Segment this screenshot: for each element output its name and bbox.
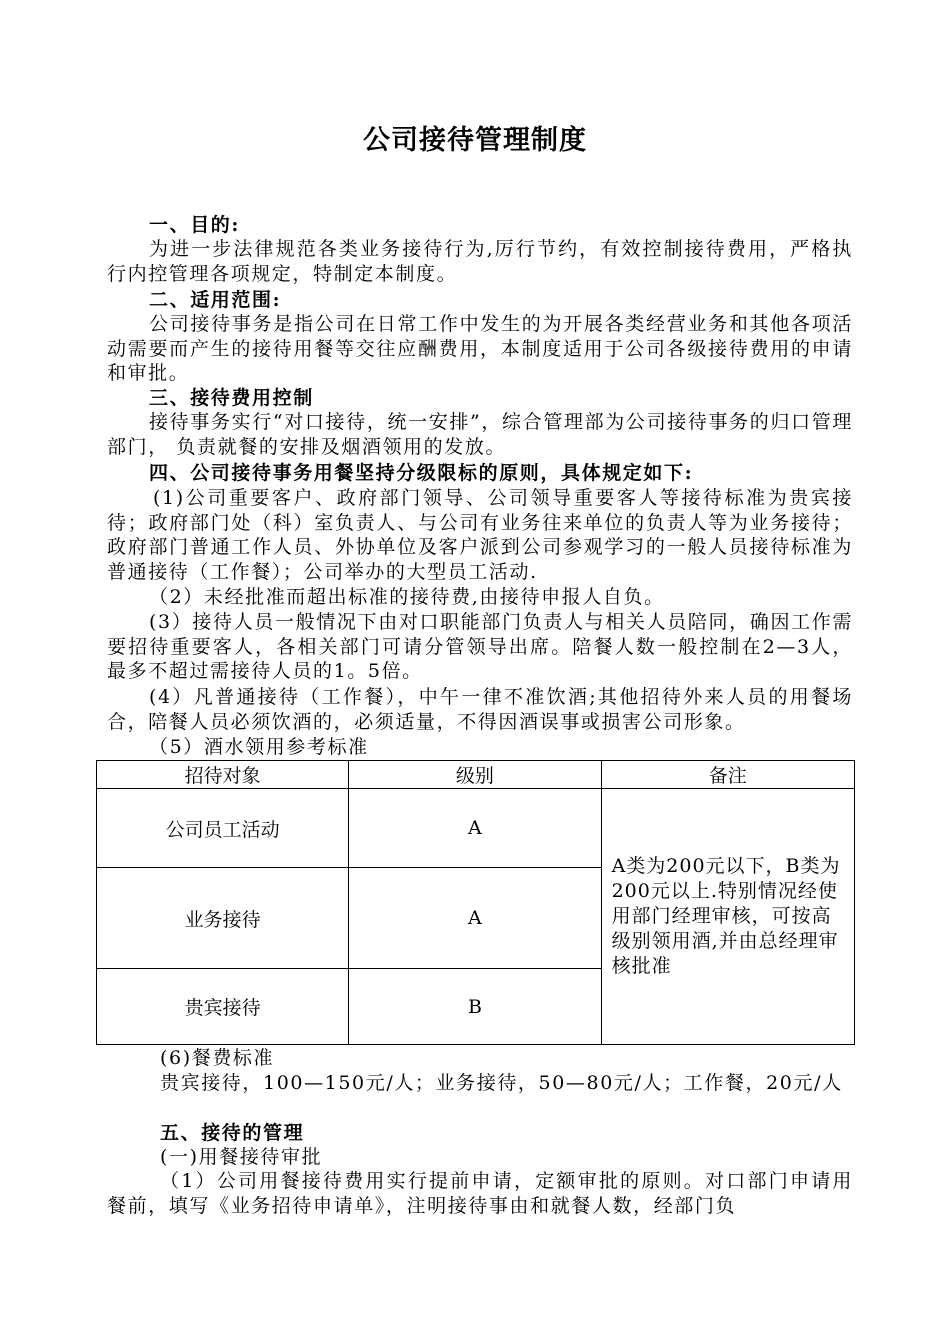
liquor-reference-table: [96, 760, 855, 1045]
section-body-cost-control: 接待事务实行“对口接待，统一安排”，综合管理部为公司接待事务的归口管理部门， 负责就餐的安排及烟酒领用的发放。: [107, 411, 853, 458]
table-header-row: [97, 761, 855, 789]
document-title: 公司接待管理制度: [363, 125, 587, 156]
table-header-cell: 级别: [349, 761, 601, 789]
section-heading-cost-control: 三、接待费用控制: [149, 387, 314, 409]
standards-paragraph-2: （2）未经批准而超出标准的接待费,由接待申报人自负。: [149, 586, 665, 608]
section-body-purpose: 为进一步法律规范各类业务接待行为,厉行节约，有效控制接待费用，严格执行内控管理各项规定，特制定本制度。: [107, 238, 853, 285]
table-header-cell: 备注: [601, 761, 854, 789]
table-cell-level: A: [349, 868, 601, 969]
standards-paragraph-1: (1)公司重要客户、政府部门领导、公司领导重要客人等接待标准为贵宾接待；政府部门处（科）室负责人、与公司有业务往来单位的负责人等为业务接待；政府部门普通工作人员、外协单位及客户派到公司参观学习的一般人员接待标准为普通接待（工作餐）；公司举办的大型员工活动.: [107, 487, 853, 583]
management-subheading-approval: (一)用餐接待审批: [160, 1146, 323, 1168]
section-heading-scope: 二、适用范围:: [149, 289, 282, 311]
section-heading-standards: 四、公司接待事务用餐坚持分级限标的原则，具体规定如下:: [149, 462, 694, 484]
meal-standard-body: 贵宾接待，100—150元/人；业务接待，50—80元/人；工作餐，20元/人: [160, 1072, 843, 1094]
management-paragraph-1: （1）公司用餐接待费用实行提前申请，定额审批的原则。对口部门申请用餐前，填写《业务招待申请单》，注明接待事由和就餐人数，经部门负: [107, 1170, 853, 1217]
table-cell-level: A: [349, 789, 601, 868]
standards-paragraph-3: (3）接待人员一般情况下由对口职能部门负责人与相关人员陪同，确因工作需要招待重要客人，各相关部门可请分管领导出席。陪餐人数一般控制在2—3人，最多不超过需接待人员的1。5倍。: [107, 611, 853, 682]
table-cell-target: 贵宾接待: [97, 969, 349, 1045]
table-cell-target: 公司员工活动: [97, 789, 349, 868]
meal-standard-label: (6)餐费标准: [160, 1047, 275, 1069]
liquor-standard-label: （5）酒水领用参考标准: [149, 736, 369, 758]
table-row: [97, 789, 855, 868]
section-heading-purpose: 一、目的:: [149, 214, 241, 236]
section-heading-management: 五、接待的管理: [160, 1122, 305, 1144]
table-header-cell: 招待对象: [97, 761, 349, 789]
section-body-scope: 公司接待事务是指公司在日常工作中发生的为开展各类经营业务和其他各项活动需要而产生的接待用餐等交往应酬费用，本制度适用于公司各级接待费用的申请和审批。: [107, 313, 853, 384]
table-cell-level: B: [349, 969, 601, 1045]
table-cell-note: A类为200元以下，B类为200元以上.特别情况经使用部门经理审核，可按高级别领用酒,并由总经理审核批准: [601, 789, 854, 1045]
table-cell-target: 业务接待: [97, 868, 349, 969]
standards-paragraph-4: (4）凡普通接待（工作餐），中午一律不准饮酒;其他招待外来人员的用餐场合，陪餐人员必须饮酒的，必须适量，不得因酒误事或损害公司形象。: [107, 686, 853, 733]
